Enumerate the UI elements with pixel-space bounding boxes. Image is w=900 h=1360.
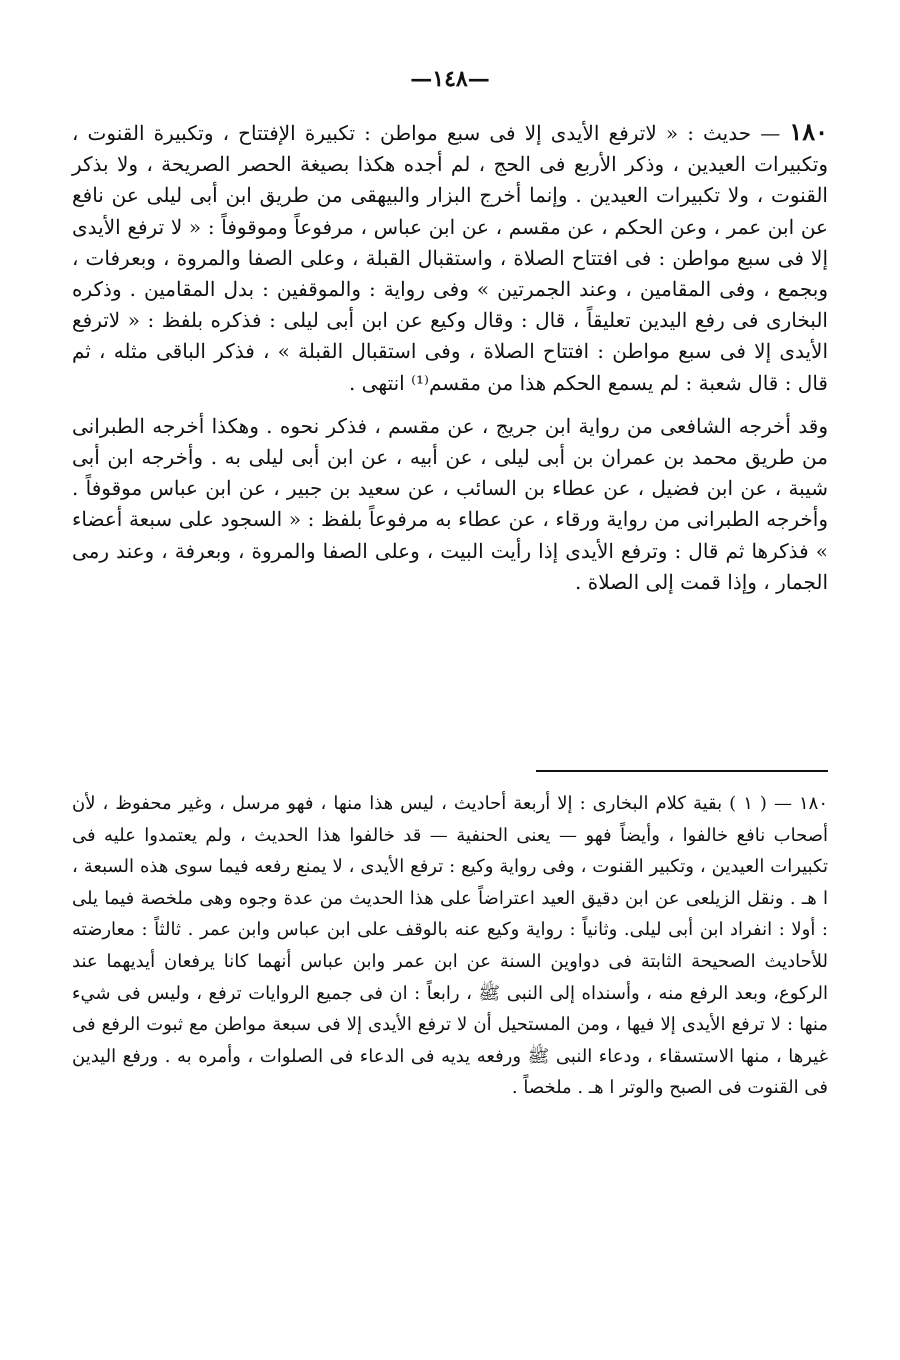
paragraph-2 [72, 411, 828, 598]
paragraph-hadith-180 [72, 116, 828, 399]
footnote-text: ١٨٠ — ( ١ ) بقية كلام البخارى : إلا أربعة أحاديث ، ليس هذا منها ، فهو مرسل ، وغير محفوظ ، لأن أصحاب نافع خالفوا ، وأيضاً فهو — يعنى الحنفية — قد خالفوا هذا الحديث ، ولم يعتمدوا عليه فى تكبيرات العيدين ، وتكبير القنوت ، وفى رواية وكيع : ترفع الأيدى ، لا يمنع رفعه فيما سوى هذه السبعة ، ا هـ . ونقل الزيلعى عن ابن دقيق العيد اعتراضاً على هذا الحديث من عدة وجوه وهى ملخصة فيما يلى : أولا : انفراد ابن أبى ليلى. وثانياً : رواية وكيع عنه بالوقف على ابن عباس وابن عمر . ثالثاً : معارضته للأحاديث الصحيحة الثابتة فى دواوين السنة عن ابن عمر وابن عباس أنهما كانا يرفعان أيديهما عند الركوع، وبعد الرفع منه ، وأسنداه إلى النبى ﷺ ، رابعاً : ان فى جميع الروايات ترفع ، وليس فى شيء منها : لا ترفع الأيدى إلا فيها ، ومن المستحيل أن لا ترفع الأيدى إلا فى سبعة مواطن مع ثبوت الرفع فى غيرها ، منها الاستسقاء ، ودعاء النبى ﷺ ورفعه يديه فى الدعاء فى الصلوات ، وأمره به . ورفع اليدين فى القنوت فى الصبح والوتر ا هـ . ملخصاً . [72, 793, 828, 1099]
footnote [72, 788, 828, 1104]
paragraph-2-text: وقد أخرجه الشافعى من رواية ابن جريج ، عن مقسم ، فذكر نحوه . وهكذا أخرجه الطبرانى من طريق محمد بن عمران بن أبى ليلى ، عن أبيه ، عن ابن أبى ليلى به . وأخرجه ابن أبى شيبة ، عن ابن فضيل ، عن عطاء بن السائب ، عن سعيد بن جبير ، عن ابن عباس موقوفاً . وأخرجه الطبرانى من رواية ورقاء ، عن عطاء به مرفوعاً بلفظ : « السجود على سبعة أعضاء » فذكرها ثم قال : وترفع الأيدى إذا رأيت البيت ، وعلى الصفا والمروة ، وبعرفة ، وعند رمى الجمار ، وإذا قمت إلى الصلاة . [72, 413, 828, 594]
paragraph-1-text: — حديث : « لاترفع الأيدى إلا فى سبع مواطن : تكبيرة الإفتتاح ، وتكبيرة القنوت ، وتكبيرات العيدين ، وذكر الأربع فى الحج ، لم أجده هكذا بصيغة الحصر الصريحة ، ولا بذكر القنوت ، ولا تكبيرات العيدين . وإنما أخرج البزار والبيهقى من طريق ابن أبى ليلى عن نافع عن ابن عمر ، وعن الحكم ، عن مقسم ، عن ابن عباس ، مرفوعاً وموقوفاً : « لا ترفع الأيدى إلا فى سبع مواطن : فى افتتاح الصلاة ، واستقبال القبلة ، وعلى الصفا والمروة ، وبعرفات ، وبجمع ، وفى المقامين ، وعند الجمرتين » وفى رواية : والموقفين : بدل المقامين . وذكره البخارى فى رفع اليدين تعليقاً ، قال : وقال وكيع عن ابن أبى ليلى : فذكره بلفظ : « لاترفع الأيدى إلا فى سبع مواطن : افتتاح الصلاة ، وفى استقبال القبلة » ، فذكر الباقى مثله ، ثم قال : قال شعبة : لم يسمع الحكم هذا من مقسم⁽¹⁾ انتهى . [72, 121, 828, 395]
footnote-divider [536, 770, 828, 772]
page-number: —١٤٨— [410, 66, 490, 92]
hadith-number: ١٨٠ [789, 117, 828, 146]
main-text [72, 116, 828, 610]
